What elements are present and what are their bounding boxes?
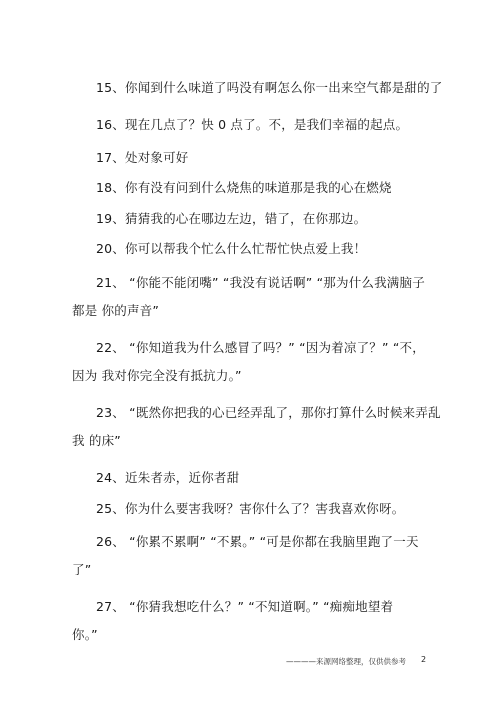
paragraph-line: 23、 “既然你把我的心已经弄乱了，那你打算什么时候来弄乱 <box>96 405 441 420</box>
paragraph-line: 20、你可以帮我个忙么什么忙帮忙快点爱上我！ <box>96 241 367 256</box>
paragraph-line: 都是 你的声音” <box>72 303 160 318</box>
paragraph-line: 21、 “你能不能闭嘴” “我没有说话啊” “那为什么我满脑子 <box>96 275 425 290</box>
paragraph-line: 26、 “你累不累啊” “不累。” “可是你都在我脑里跑了一天 <box>96 534 419 549</box>
paragraph-line: 我 的床” <box>72 433 121 448</box>
paragraph-line: 你。” <box>72 627 98 642</box>
paragraph-line: 24、近朱者赤，近你者甜 <box>96 470 240 485</box>
paragraph-line: 25、你为什么要害我呀？害你什么了？害我喜欢你呀。 <box>96 501 405 516</box>
paragraph-line: 16、现在几点了？快 0 点了。不，是我们幸福的起点。 <box>96 117 409 132</box>
paragraph-line: 了” <box>72 562 92 577</box>
paragraph-line: 17、处对象可好 <box>96 150 189 165</box>
paragraph-line: 27、 “你猜我想吃什么？” “不知道啊。” “痴痴地望着 <box>96 599 394 614</box>
paragraph-line: 22、 “你知道我为什么感冒了吗？” “因为着凉了？” “不， <box>96 340 425 355</box>
page-footer-source: ————来源网络整理，仅供供参考 <box>286 657 406 666</box>
paragraph-line: 18、你有没有问到什么烧焦的味道那是我的心在燃烧 <box>96 180 392 195</box>
paragraph-line: 19、猜猜我的心在哪边左边，错了，在你那边。 <box>96 211 367 226</box>
paragraph-line: 因为 我对你完全没有抵抗力。” <box>72 368 242 383</box>
paragraph-line: 15、你闻到什么味道了吗没有啊怎么你一出来空气都是甜的了 <box>96 80 443 95</box>
page-number: 2 <box>421 655 427 664</box>
